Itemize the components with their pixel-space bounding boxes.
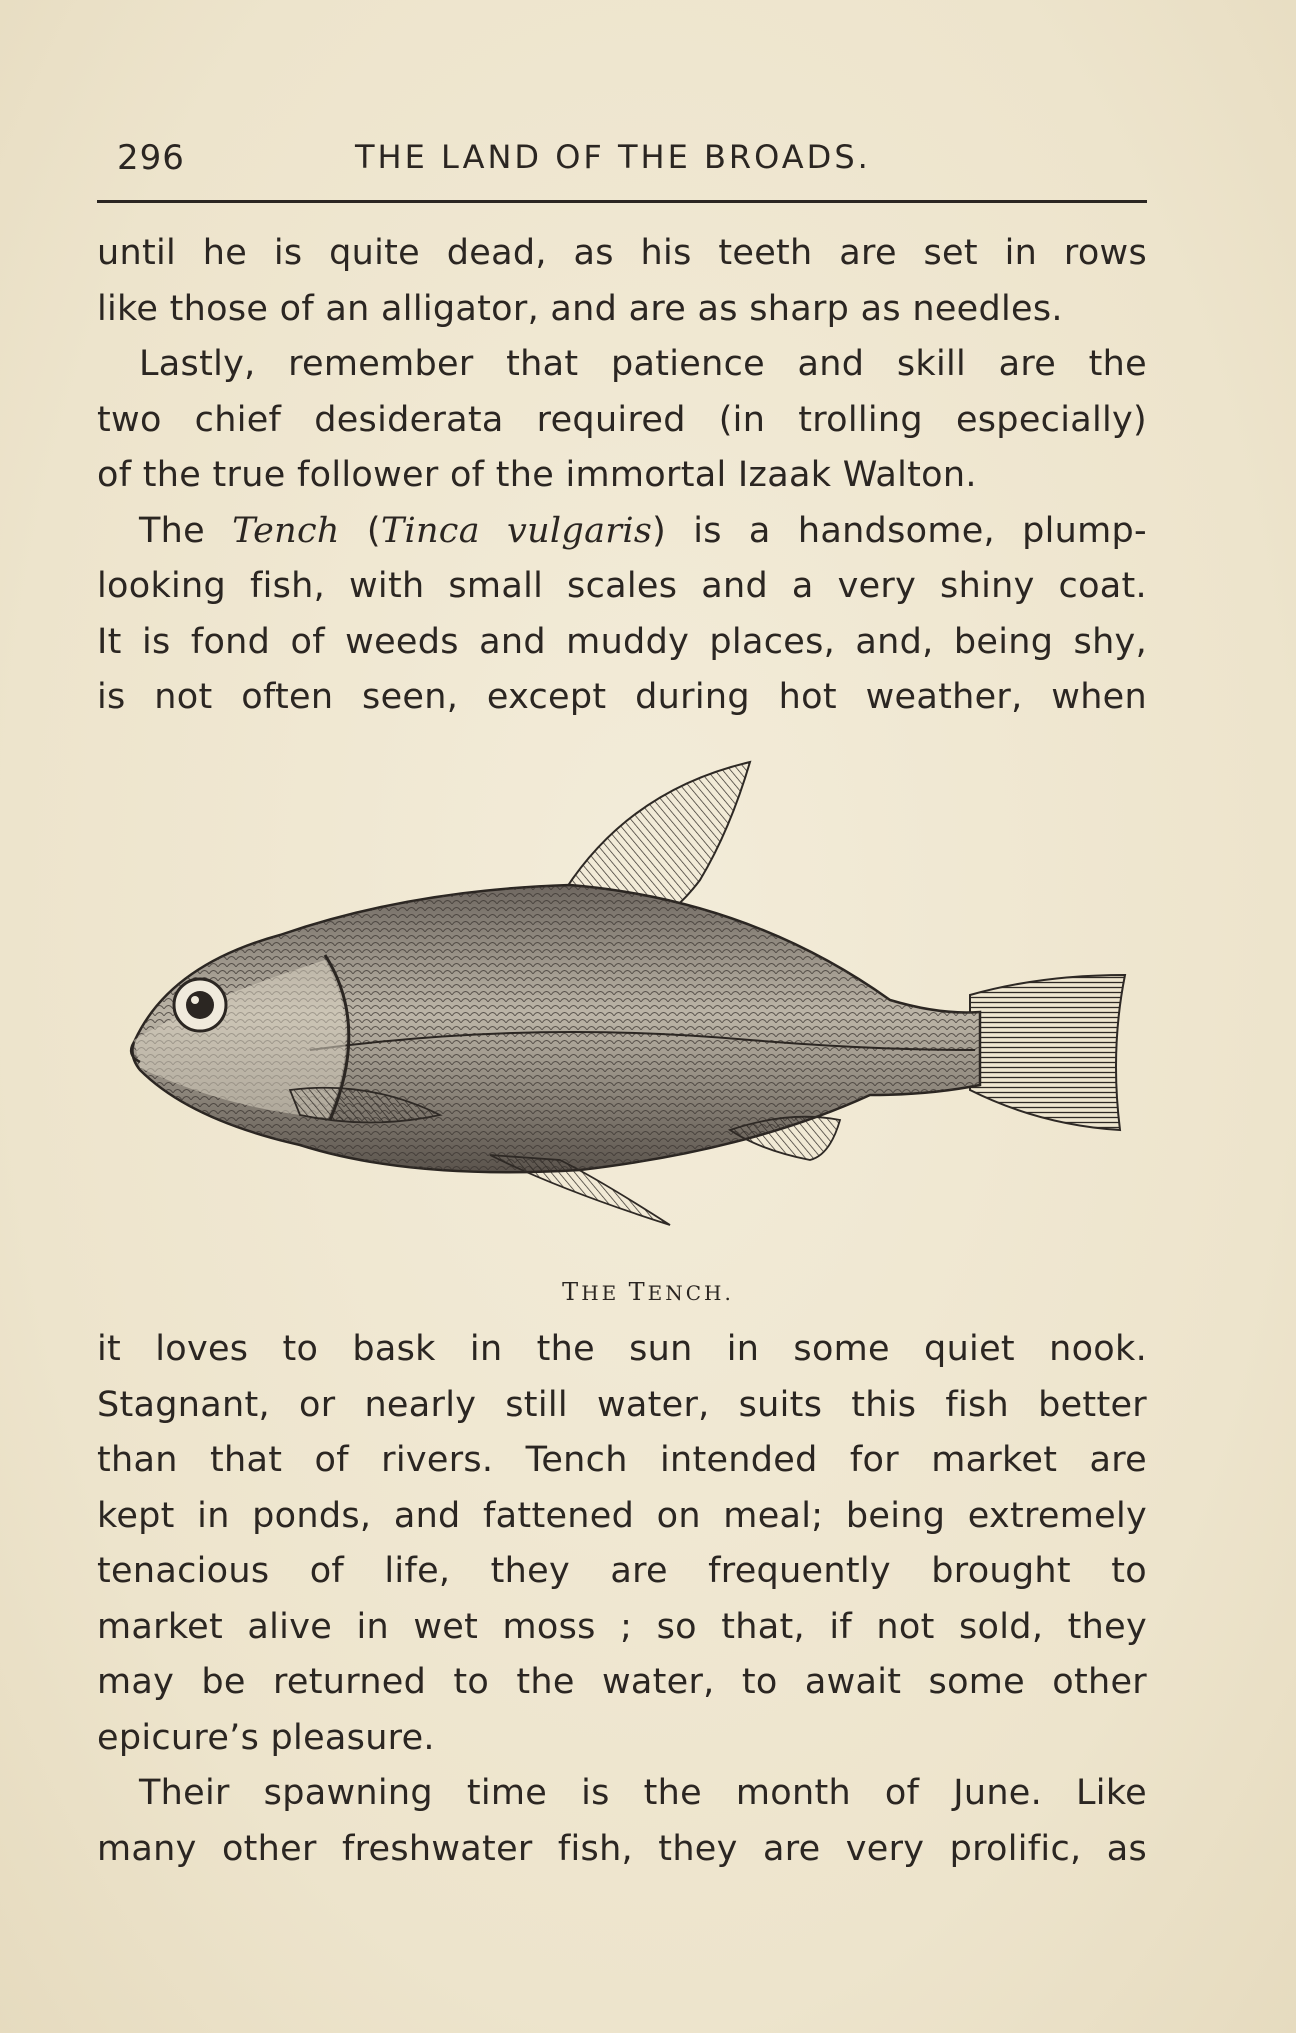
text-line: than that of rivers. Tench intended for market are — [97, 1440, 1147, 1480]
figure-caption: THE TENCH. — [562, 1278, 734, 1306]
italic-latin-name: Tinca vulgaris — [380, 510, 653, 551]
text-line: may be returned to the water, to await some other — [97, 1662, 1147, 1702]
text-line: Lastly, remember that patience and skill are the — [139, 344, 1147, 384]
page-header — [97, 138, 1147, 188]
text-line: is not often seen, except during hot weather, when — [97, 677, 1147, 717]
text-line: it loves to bask in the sun in some quiet nook. — [97, 1329, 1147, 1369]
text-line: like those of an alligator, and are as sharp as needles. — [97, 288, 1063, 329]
running-title: THE LAND OF THE BROADS. — [355, 138, 871, 176]
text-line: kept in ponds, and fattened on meal; being extremely — [97, 1495, 1147, 1536]
text-line: epicure’s pleasure. — [97, 1717, 435, 1758]
text-line: of the true follower of the immortal Izaak Walton. — [97, 455, 977, 495]
tail-fin — [970, 975, 1125, 1130]
text-line: many other freshwater fish, they are very prolific, as — [97, 1828, 1147, 1869]
tench-illustration — [110, 750, 1140, 1260]
text-line: looking fish, with small scales and a very shiny coat. — [97, 566, 1147, 606]
text-line: Their spawning time is the month of June. Like — [139, 1773, 1147, 1813]
text-line: The Tench (Tinca vulgaris) is a handsome, plump- — [139, 510, 1147, 551]
paragraphs-top — [97, 226, 1147, 726]
text-line: Stagnant, or nearly still water, suits this fish better — [97, 1384, 1147, 1425]
text-line: It is fond of weeds and muddy places, and, being shy, — [97, 621, 1147, 662]
italic-common-name: Tench — [232, 510, 340, 551]
paragraphs-bottom — [97, 1322, 1147, 1877]
header-rule — [97, 200, 1147, 203]
text-line: until he is quite dead, as his teeth are set in rows — [97, 233, 1147, 273]
text-line: two chief desiderata required (in trolling especially) — [97, 399, 1147, 440]
text-line: tenacious of life, they are frequently brought to — [97, 1551, 1147, 1591]
text-line: market alive in wet moss ; so that, if not sold, they — [97, 1606, 1147, 1647]
page-number: 296 — [117, 138, 185, 178]
